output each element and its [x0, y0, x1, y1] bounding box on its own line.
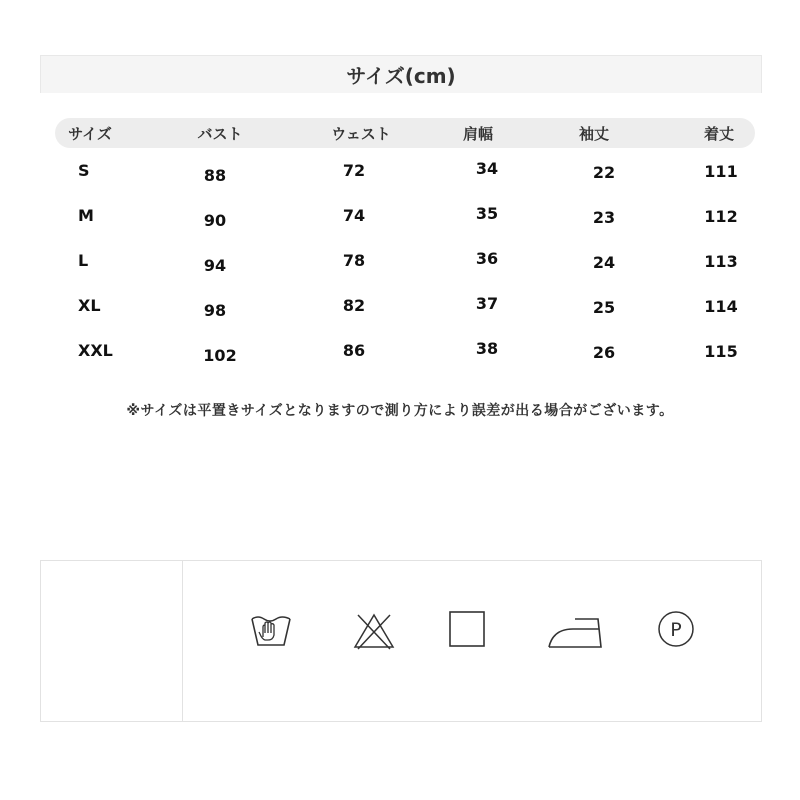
- dry-clean-p-icon: [651, 607, 701, 653]
- table-row: [0, 206, 800, 230]
- no-bleach-icon: [349, 607, 399, 653]
- cell-size: XL: [78, 296, 101, 315]
- table-row: [0, 251, 800, 275]
- cell-length: 112: [704, 207, 738, 226]
- header-sleeve: 袖丈: [578, 125, 609, 143]
- cell-size: S: [78, 161, 90, 180]
- cell-bust: 88: [203, 166, 227, 185]
- care-label-panel: [40, 560, 762, 722]
- cell-bust: 90: [203, 211, 227, 230]
- cell-waist: 82: [342, 296, 366, 315]
- cell-length: 114: [704, 297, 738, 316]
- cell-waist: 72: [342, 161, 366, 180]
- cell-sleeve: 22: [592, 163, 616, 182]
- cell-length: 111: [704, 162, 738, 181]
- cell-shoulder: 38: [475, 339, 499, 358]
- header-size: サイズ: [68, 125, 112, 143]
- cell-length: 115: [704, 342, 738, 361]
- header-bust: バスト: [197, 125, 243, 143]
- cell-bust: 94: [203, 256, 227, 275]
- cell-sleeve: 26: [592, 343, 616, 362]
- measurement-note: ※サイズは平置きサイズとなりますので測り方により誤差が出る場合がございます。: [126, 403, 674, 419]
- cell-length: 113: [704, 252, 738, 271]
- cell-sleeve: 23: [592, 208, 616, 227]
- cell-size: L: [78, 251, 89, 270]
- table-row: [0, 341, 800, 365]
- tumble-dry-icon: [442, 607, 492, 653]
- cell-shoulder: 34: [475, 159, 499, 178]
- cell-size: XXL: [78, 341, 113, 360]
- cell-shoulder: 35: [475, 204, 499, 223]
- size-chart-title: サイズ(cm): [346, 64, 456, 88]
- cell-waist: 74: [342, 206, 366, 225]
- iron-icon: [545, 607, 605, 653]
- cell-bust: 102: [203, 346, 237, 365]
- table-row: [0, 296, 800, 320]
- cell-shoulder: 37: [475, 294, 499, 313]
- cell-sleeve: 24: [592, 253, 616, 272]
- header-length: 着丈: [703, 125, 734, 143]
- header-waist: ウェスト: [331, 125, 391, 143]
- table-header-row: [55, 118, 755, 148]
- cell-size: M: [78, 206, 94, 225]
- cell-waist: 78: [342, 251, 366, 270]
- care-panel-divider: [182, 561, 183, 721]
- header-shoulder: 肩幅: [462, 125, 493, 143]
- cell-waist: 86: [342, 341, 366, 360]
- table-row: [0, 161, 800, 185]
- size-chart-title-bar: [40, 55, 762, 93]
- cell-bust: 98: [203, 301, 227, 320]
- hand-wash-icon: [246, 607, 296, 653]
- cell-sleeve: 25: [592, 298, 616, 317]
- dry-clean-letter: P: [670, 619, 682, 641]
- cell-shoulder: 36: [475, 249, 499, 268]
